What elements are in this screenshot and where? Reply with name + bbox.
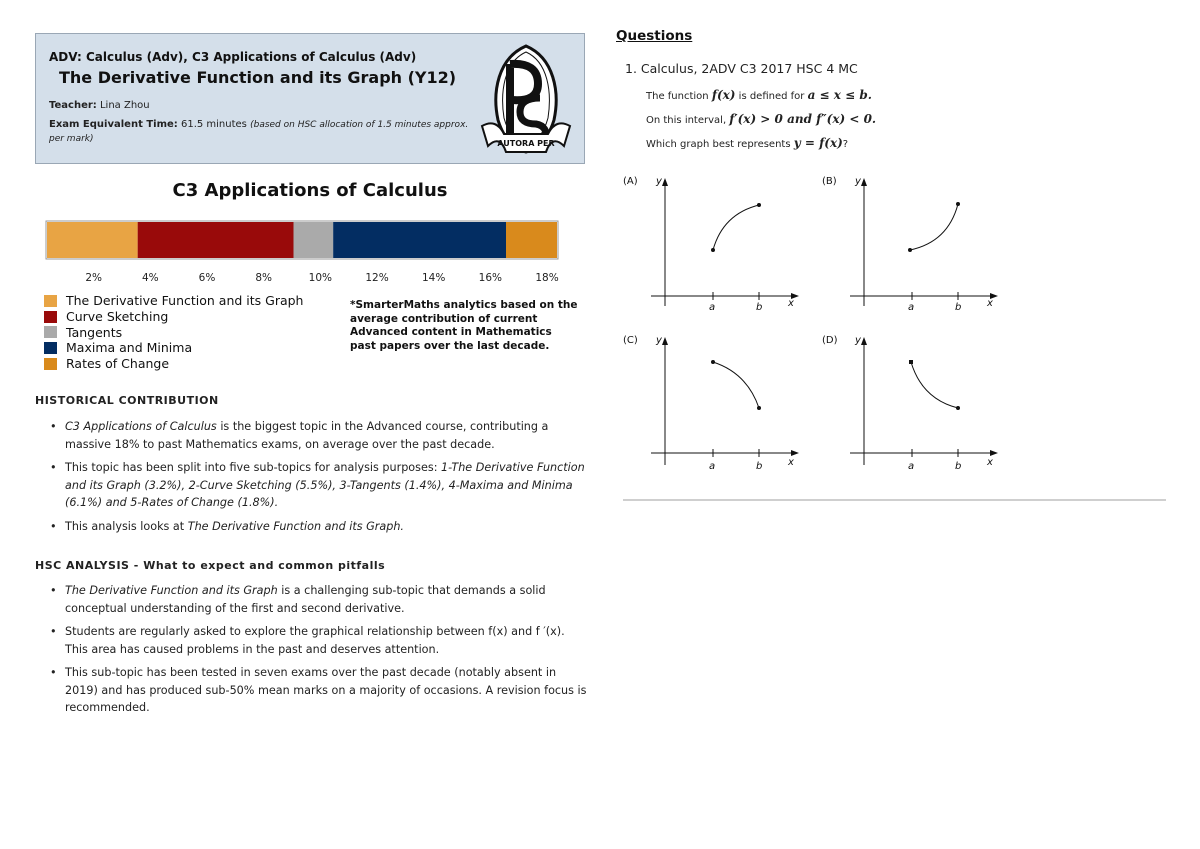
q-text: The function xyxy=(646,91,712,102)
bar-segment-2 xyxy=(138,222,294,258)
legend-item xyxy=(44,356,303,372)
teacher-line xyxy=(49,100,150,111)
tick-label: 12% xyxy=(365,272,389,284)
list-item xyxy=(50,623,590,658)
historical-b3-plain: This analysis looks at xyxy=(65,519,188,533)
graph-c-plot xyxy=(623,335,823,475)
hsc-b1-rest: is a challenging sub-topic that demands a solid conceptual understanding of the first and second derivative. xyxy=(65,584,546,615)
legend-swatch xyxy=(44,311,57,323)
legend-item xyxy=(44,293,303,309)
legend-label: Rates of Change xyxy=(66,356,170,372)
tick-label: 18% xyxy=(535,272,559,284)
legend-swatch xyxy=(44,342,57,354)
tick-label-b: b xyxy=(756,302,763,313)
graph-b-plot xyxy=(822,176,1022,316)
legend-label: Maxima and Minima xyxy=(66,340,193,356)
list-item xyxy=(50,418,590,453)
graph-label: (D) xyxy=(822,335,838,346)
tick-label: 10% xyxy=(308,272,333,284)
hsc-heading-bold: HSC ANALYSIS xyxy=(35,559,130,572)
contribution-chart xyxy=(35,212,575,287)
historical-b1-italic: C3 Applications of Calculus xyxy=(65,420,217,433)
teacher-name: Lina Zhou xyxy=(99,100,150,111)
course-title: ADV: Calculus (Adv), C3 Applications of Calculus (Adv) xyxy=(49,50,417,64)
exam-time-value: 61.5 minutes xyxy=(180,119,247,130)
bar-segment-5 xyxy=(506,222,557,258)
tick-label: 6% xyxy=(198,272,216,284)
tick-label: 14% xyxy=(421,272,446,284)
tick-label: 8% xyxy=(255,272,273,284)
graph-option-a[interactable] xyxy=(623,176,823,313)
teacher-label: Teacher: xyxy=(49,100,97,111)
legend-label: Tangents xyxy=(66,324,123,340)
historical-list xyxy=(50,418,590,541)
tick-label: 2% xyxy=(85,272,103,284)
historical-b2-plain: This topic has been split into five sub-topics for analysis purposes: xyxy=(65,461,442,474)
legend-swatch xyxy=(44,295,57,307)
exam-time-label: Exam Equivalent Time: xyxy=(49,119,178,130)
graph-d-plot xyxy=(822,335,1022,475)
q-text: Which graph best represents xyxy=(646,139,794,150)
page-title: The Derivative Function and its Graph (Y12) xyxy=(59,68,457,87)
x-axis-label: x xyxy=(987,457,993,468)
historical-heading: HISTORICAL CONTRIBUTION xyxy=(35,394,219,407)
tick-label-a: a xyxy=(709,302,716,313)
bar-segment-4 xyxy=(333,222,506,258)
question-line-2 xyxy=(646,112,876,126)
chart-title: C3 Applications of Calculus xyxy=(172,180,448,201)
legend-swatch xyxy=(44,358,57,370)
q-text: is defined for xyxy=(735,91,808,102)
historical-b2-italic: 1-The Derivative Function and its Graph (3.2%), 2-Curve Sketching (5.5%), 3-Tangents (1.4%), 4-Maxima and Minima (6.1%) and 5-Rates of Change (1.8%). xyxy=(65,461,585,509)
list-item xyxy=(50,518,590,536)
analytics-note: *SmarterMaths analytics based on the average contribution of current Advanced content in Mathematics past papers over the last decade. xyxy=(350,299,578,352)
graph-option-b[interactable] xyxy=(822,176,1022,313)
y-axis-label: y xyxy=(855,335,861,346)
legend-label: The Derivative Function and its Graph xyxy=(66,293,304,309)
tick-label-a: a xyxy=(908,302,915,313)
x-axis-label: x xyxy=(788,457,794,468)
q-math: a ≤ x ≤ b. xyxy=(807,88,872,102)
divider xyxy=(623,499,1166,501)
questions-heading: Questions xyxy=(616,28,693,44)
y-axis-label: y xyxy=(855,176,861,187)
tick-label-b: b xyxy=(955,461,962,472)
logo-motto: AUTORA PER xyxy=(497,139,555,148)
legend-label: Curve Sketching xyxy=(66,309,169,325)
tick-label-b: b xyxy=(756,461,763,472)
tick-label: 4% xyxy=(141,272,159,284)
tick-label-a: a xyxy=(908,461,915,472)
y-axis-label: y xyxy=(656,176,662,187)
q-text: On this interval, xyxy=(646,115,730,126)
graph-label: (B) xyxy=(822,176,837,187)
header-box xyxy=(35,33,585,164)
list-item xyxy=(50,459,590,512)
legend-swatch xyxy=(44,326,57,338)
x-axis-label: x xyxy=(987,298,993,309)
graph-label: (A) xyxy=(623,176,638,187)
legend-item xyxy=(44,309,303,325)
question-title: 1. Calculus, 2ADV C3 2017 HSC 4 MC xyxy=(625,61,858,76)
list-item xyxy=(50,664,590,717)
historical-b3-italic: The Derivative Function and its Graph. xyxy=(187,519,404,533)
historical-b1-rest: is the biggest topic in the Advanced course, contributing a massive 18% to past Mathematics exams, on average over the past decade. xyxy=(65,420,549,451)
x-axis-label: x xyxy=(788,298,794,309)
list-item xyxy=(50,582,590,617)
hsc-heading-rest: - What to expect and common pitfalls xyxy=(129,559,386,572)
school-logo xyxy=(476,42,576,156)
bar-segment-3 xyxy=(294,222,334,258)
hsc-list xyxy=(50,582,590,723)
bar-segment-1 xyxy=(47,222,138,258)
tick-label: 16% xyxy=(478,272,503,284)
hsc-b2: Students are regularly asked to explore the graphical relationship between f(x) and f ′(x). This area has caused problems in the past and deserves attention. xyxy=(65,625,565,656)
graph-option-c[interactable] xyxy=(623,335,823,472)
legend-item xyxy=(44,324,303,340)
tick-label-a: a xyxy=(709,461,716,472)
hsc-heading xyxy=(35,559,385,572)
exam-time-line xyxy=(49,118,469,146)
q-math: f(x) xyxy=(711,88,736,102)
graph-option-d[interactable] xyxy=(822,335,1022,472)
question-line-3 xyxy=(646,136,848,150)
tick-label-b: b xyxy=(955,302,962,313)
exam-time-note: (based on HSC allocation of 1.5 minutes approx. per mark) xyxy=(49,120,469,144)
q-math: y = f(x) xyxy=(793,136,843,150)
chart-legend xyxy=(44,293,303,371)
question-line-1 xyxy=(646,88,872,102)
graph-a-plot xyxy=(623,176,823,316)
graph-label: (C) xyxy=(623,335,638,346)
hsc-b1-italic: The Derivative Function and its Graph xyxy=(65,584,278,597)
q-text: ? xyxy=(842,139,849,150)
hsc-b3: This sub-topic has been tested in seven exams over the past decade (notably absent in 2019) and has produced sub-50% mean marks on a majority of occasions. A revision focus is recommended. xyxy=(65,666,587,714)
q-math: f′(x) > 0 and f″(x) < 0. xyxy=(729,112,877,126)
y-axis-label: y xyxy=(656,335,662,346)
legend-item xyxy=(44,340,303,356)
